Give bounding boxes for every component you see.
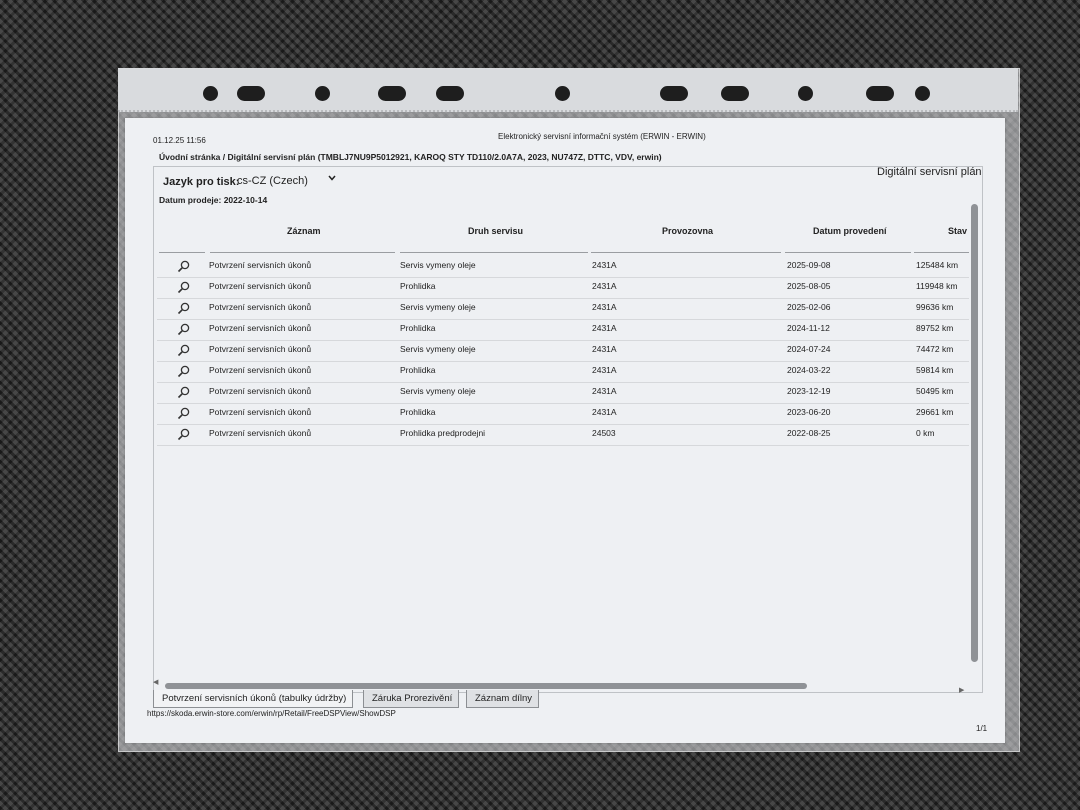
cell-record: Potvrzení servisních úkonů	[209, 323, 312, 333]
cell-record: Potvrzení servisních úkonů	[209, 281, 312, 291]
punch-hole	[555, 86, 570, 101]
cell-record: Potvrzení servisních úkonů	[209, 407, 312, 417]
cell-record: Potvrzení servisních úkonů	[209, 260, 312, 270]
cell-site: 2431A	[592, 302, 617, 312]
chevron-down-icon[interactable]	[327, 173, 337, 186]
punch-hole	[660, 86, 688, 101]
cell-service-type: Servis vymeny oleje	[400, 302, 476, 312]
vertical-scrollbar[interactable]	[971, 204, 978, 662]
magnifier-icon[interactable]	[177, 281, 190, 294]
cell-date: 2025-09-08	[787, 260, 831, 270]
horizontal-scrollbar[interactable]	[165, 683, 807, 689]
cell-date: 2023-12-19	[787, 386, 831, 396]
cell-date: 2023-06-20	[787, 407, 831, 417]
cell-mileage: 29661 km	[916, 407, 954, 417]
cell-site: 2431A	[592, 344, 617, 354]
cell-mileage: 89752 km	[916, 323, 954, 333]
system-title: Elektronický servisní informační systém (ERWIN - ERWIN)	[498, 132, 706, 141]
magnifier-icon[interactable]	[177, 344, 190, 357]
column-header-date: Datum provedení	[813, 226, 887, 236]
punch-hole	[915, 86, 930, 101]
cell-record: Potvrzení servisních úkonů	[209, 302, 312, 312]
column-header-site: Provozovna	[662, 226, 714, 236]
magnifier-icon[interactable]	[177, 365, 190, 378]
table-row	[157, 340, 969, 362]
punch-hole	[798, 86, 813, 101]
tab-workshop-record[interactable]: Záznam dílny	[466, 690, 539, 708]
cell-site: 2431A	[592, 323, 617, 333]
cell-date: 2024-03-22	[787, 365, 831, 375]
cell-service-type: Prohlidka	[400, 281, 436, 291]
scroll-left-arrow[interactable]: ◀	[153, 679, 159, 686]
print-language-select[interactable]: cs-CZ (Czech)	[237, 175, 308, 187]
magnifier-icon[interactable]	[177, 323, 190, 336]
tab-rust-warranty[interactable]: Záruka Prorezivění	[363, 690, 459, 708]
cell-mileage: 59814 km	[916, 365, 954, 375]
scroll-right-arrow[interactable]: ▶	[959, 687, 965, 694]
cell-date: 2024-07-24	[787, 344, 831, 354]
header-divider	[785, 252, 911, 253]
page-title: Digitální servisní plán	[877, 166, 982, 178]
column-header-record: Záznam	[287, 226, 321, 236]
cell-date: 2024-11-12	[787, 323, 830, 333]
table-row	[157, 298, 969, 320]
header-divider	[914, 252, 969, 253]
table-row	[157, 382, 969, 404]
header-divider	[591, 252, 781, 253]
cell-site: 2431A	[592, 281, 617, 291]
breadcrumb: Úvodní stránka / Digitální servisní plán (TMBLJ7NU9P5012921, KAROQ STY TD110/2.0A7A, 2023, NU747Z, DTTC, VDV, erwin)	[159, 152, 662, 162]
cell-service-type: Prohlidka	[400, 365, 436, 375]
print-timestamp: 01.12.25 11:56	[153, 136, 206, 145]
punch-hole	[866, 86, 894, 101]
cell-site: 2431A	[592, 386, 617, 396]
cell-record: Potvrzení servisních úkonů	[209, 344, 312, 354]
punch-hole	[203, 86, 218, 101]
cell-service-type: Prohlidka	[400, 407, 436, 417]
tab-service-records[interactable]: Potvrzení servisních úkonů (tabulky údržby)	[153, 690, 353, 708]
column-header-service-type: Druh servisu	[468, 226, 524, 236]
table-row	[157, 361, 969, 383]
cell-mileage: 50495 km	[916, 386, 954, 396]
page-url: https://skoda.erwin-store.com/erwin/rp/Retail/FreeDSPView/ShowDSP	[147, 709, 396, 718]
magnifier-icon[interactable]	[177, 386, 190, 399]
cell-service-type: Prohlidka predprodejni	[400, 428, 486, 438]
cell-record: Potvrzení servisních úkonů	[209, 386, 312, 396]
table-row	[157, 277, 969, 299]
header-divider	[210, 252, 395, 253]
page-number: 1/1	[976, 724, 988, 733]
cell-service-type: Servis vymeny oleje	[400, 260, 476, 270]
table-row	[157, 403, 969, 425]
cell-record: Potvrzení servisních úkonů	[209, 365, 312, 375]
table-row	[157, 256, 969, 278]
cell-mileage: 119948 km	[916, 281, 958, 291]
print-language-label: Jazyk pro tisk:	[163, 176, 240, 188]
cell-mileage: 74472 km	[916, 344, 954, 354]
cell-site: 2431A	[592, 260, 617, 270]
cell-site: 24503	[592, 428, 616, 438]
cell-date: 2025-08-05	[787, 281, 831, 291]
sale-date: Datum prodeje: 2022-10-14	[159, 195, 268, 205]
printed-page	[125, 118, 1005, 743]
cell-record: Potvrzení servisních úkonů	[209, 428, 312, 438]
punch-hole	[378, 86, 406, 101]
header-divider	[159, 252, 205, 253]
cell-site: 2431A	[592, 365, 617, 375]
cell-service-type: Prohlidka	[400, 323, 436, 333]
cell-service-type: Servis vymeny oleje	[400, 344, 476, 354]
cell-site: 2431A	[592, 407, 617, 417]
cell-date: 2022-08-25	[787, 428, 831, 438]
cell-date: 2025-02-06	[787, 302, 831, 312]
magnifier-icon[interactable]	[177, 260, 190, 273]
punch-hole	[721, 86, 749, 101]
magnifier-icon[interactable]	[177, 302, 190, 315]
cell-service-type: Servis vymeny oleje	[400, 386, 476, 396]
magnifier-icon[interactable]	[177, 407, 190, 420]
cell-mileage: 125484 km	[916, 260, 959, 270]
table-row	[157, 424, 969, 446]
cell-mileage: 0 km	[916, 428, 935, 438]
column-header-mileage: Stav	[948, 226, 968, 236]
punch-hole	[315, 86, 330, 101]
punch-hole	[237, 86, 265, 101]
magnifier-icon[interactable]	[177, 428, 190, 441]
cell-mileage: 99636 km	[916, 302, 954, 312]
punch-hole	[436, 86, 464, 101]
header-divider	[400, 252, 588, 253]
table-row	[157, 319, 969, 341]
